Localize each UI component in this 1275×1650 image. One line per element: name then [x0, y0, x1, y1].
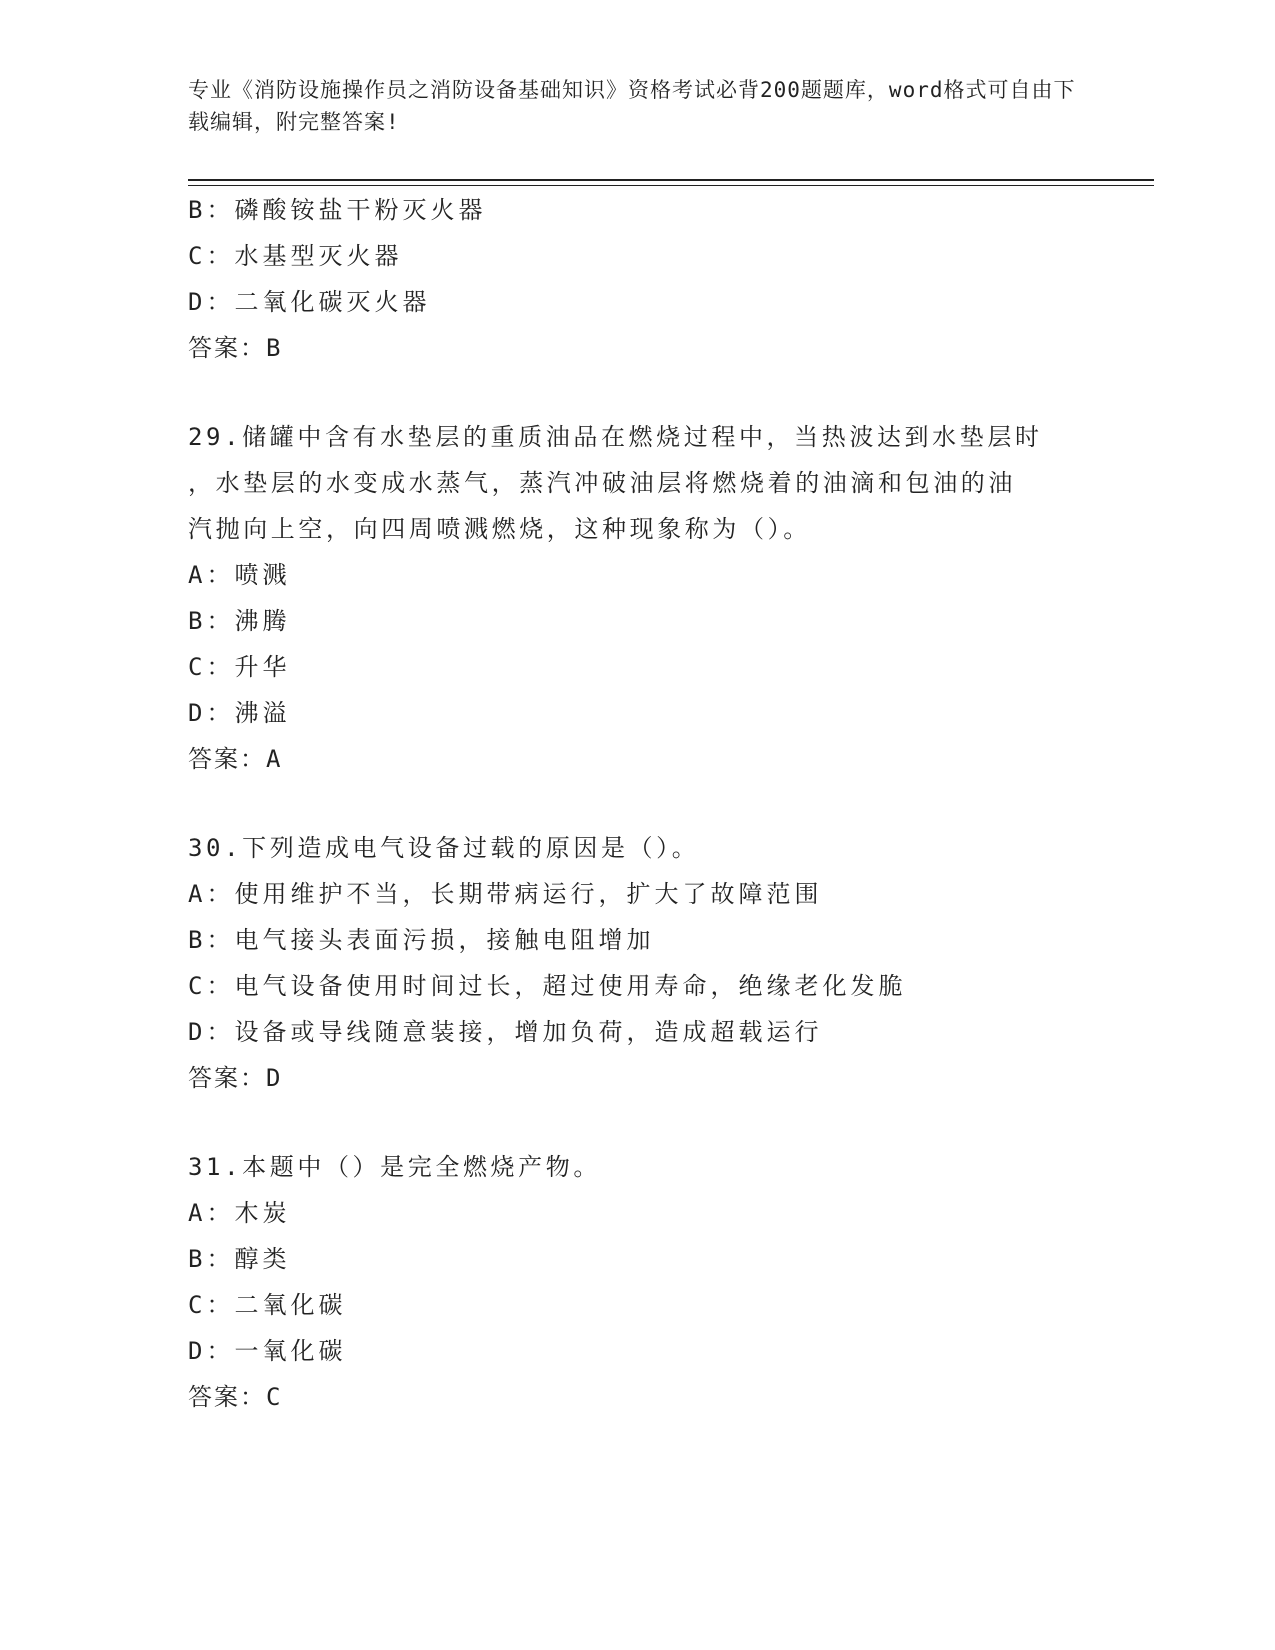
- answer-line: 答案：B: [188, 334, 283, 362]
- option-line: B：电气接头表面污损，接触电阻增加: [188, 926, 655, 954]
- question-29: [188, 414, 1088, 782]
- option-line: C：升华: [188, 653, 291, 681]
- stem-line: 30.下列造成电气设备过载的原因是（）。: [188, 834, 700, 862]
- question-stem: [188, 1144, 1088, 1190]
- header-rule-thin: [188, 185, 1154, 186]
- option-line: B：醇类: [188, 1245, 291, 1273]
- question-stem: [188, 414, 1088, 552]
- answer-line: 答案：D: [188, 1064, 283, 1092]
- spacer: [188, 1101, 1088, 1144]
- option-line: A：使用维护不当，长期带病运行，扩大了故障范围: [188, 880, 823, 908]
- document-header: 专业《消防设施操作员之消防设备基础知识》资格考试必背200题题库，word格式可自由下载编辑，附完整答案!: [188, 78, 1076, 134]
- answer-line: 答案：A: [188, 745, 283, 773]
- stem-line: 31.本题中（）是完全燃烧产物。: [188, 1153, 601, 1181]
- question-stem: [188, 825, 1088, 871]
- option-line: D：一氧化碳: [188, 1337, 347, 1365]
- option-line: D：二氧化碳灭火器: [188, 288, 431, 316]
- question-30: [188, 825, 1088, 1101]
- question-31: [188, 1144, 1088, 1420]
- question-list: [188, 187, 1088, 1420]
- option-line: C：二氧化碳: [188, 1291, 347, 1319]
- option-line: D：设备或导线随意装接，增加负荷，造成超载运行: [188, 1018, 823, 1046]
- header-rule-thick: [188, 179, 1154, 181]
- spacer: [188, 782, 1088, 825]
- option-line: C：电气设备使用时间过长，超过使用寿命，绝缘老化发脆: [188, 972, 907, 1000]
- option-line: B：沸腾: [188, 607, 291, 635]
- answer-line: 答案：C: [188, 1383, 283, 1411]
- option-line: B：磷酸铵盐干粉灭火器: [188, 196, 487, 224]
- option-line: A：喷溅: [188, 561, 291, 589]
- question-28-continued: [188, 187, 1088, 371]
- spacer: [188, 371, 1088, 414]
- stem-line: 汽抛向上空，向四周喷溅燃烧，这种现象称为（）。: [188, 515, 811, 543]
- option-line: D：沸溢: [188, 699, 291, 727]
- option-line: A：木炭: [188, 1199, 291, 1227]
- option-line: C：水基型灭火器: [188, 242, 403, 270]
- stem-line: 29.储罐中含有水垫层的重质油品在燃烧过程中，当热波达到水垫层时: [188, 423, 1043, 451]
- stem-line: ，水垫层的水变成水蒸气，蒸汽冲破油层将燃烧着的油滴和包油的油: [188, 469, 1016, 497]
